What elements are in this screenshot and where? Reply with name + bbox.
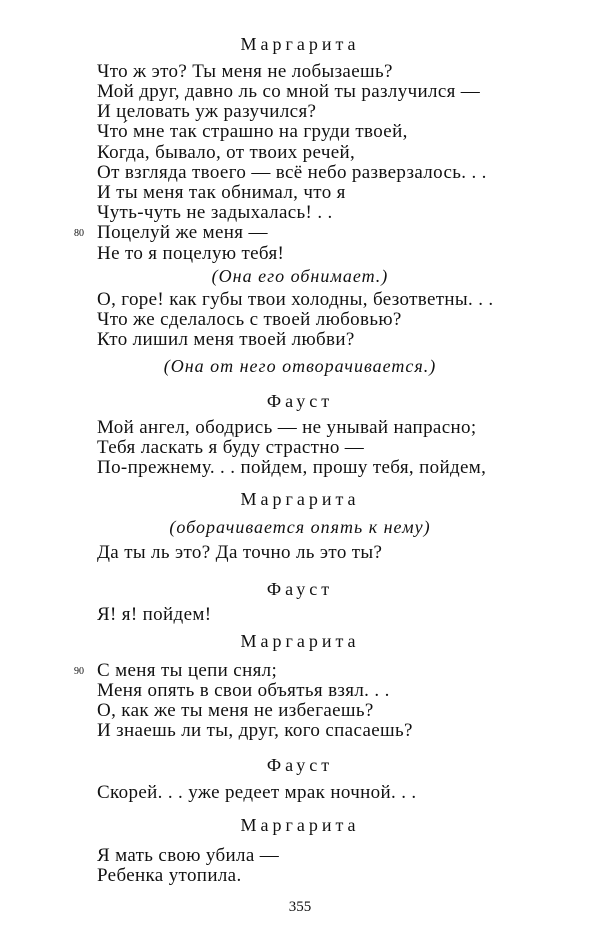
verse-line: Поцелуй же меня — bbox=[97, 222, 268, 243]
page-number: 355 bbox=[288, 899, 312, 915]
verse-line: С меня ты цепи снял; bbox=[97, 660, 278, 681]
stage-direction: (Она от него отворачивается.) bbox=[163, 356, 437, 376]
verse-line: Чуть-чуть не задыхалась! . . bbox=[97, 202, 333, 223]
verse-line: И ты меня так обнимал, что я bbox=[97, 182, 346, 203]
speaker-heading: Фауст bbox=[266, 391, 334, 411]
verse-line: Что ж это? Ты меня не лобызаешь? bbox=[97, 61, 393, 82]
verse-line: Скорей. . . уже редеет мрак ночной. . . bbox=[97, 782, 417, 803]
verse-line: Мой ангел, ободрись — не унывай напрасно; bbox=[97, 417, 477, 438]
verse-line: Я! я! пойдем! bbox=[97, 604, 212, 625]
verse-line: Что́ мне так страшно на груди твоей, bbox=[97, 121, 408, 142]
verse-line: Да ты ль это? Да точно ль это ты? bbox=[97, 542, 383, 563]
verse-line: По-прежнему. . . пойдем, прошу тебя, пойдем, bbox=[97, 457, 487, 478]
verse-line: Я мать свою убила — bbox=[97, 845, 280, 866]
verse-line: Не то я поцелую тебя! bbox=[97, 243, 285, 264]
speaker-heading: Маргарита bbox=[240, 631, 360, 651]
verse-line: О, как же ты меня не избегаешь? bbox=[97, 700, 374, 721]
verse-line: Ребенка утопила. bbox=[97, 865, 242, 886]
stage-direction: (Она его обнимает.) bbox=[211, 266, 389, 286]
verse-line: И целовать уж разучился? bbox=[97, 101, 317, 122]
line-number: 80 bbox=[74, 228, 84, 239]
verse-line: Кто лишил меня твоей любви? bbox=[97, 329, 355, 350]
verse-line: Тебя ласкать я буду страстно — bbox=[97, 437, 365, 458]
verse-line: Мой друг, давно ль со мной ты разлучился — bbox=[97, 81, 481, 102]
verse-line: Меня опять в свои объятья взял. . . bbox=[97, 680, 390, 701]
verse-line: И знаешь ли ты, друг, кого спасаешь? bbox=[97, 720, 413, 741]
line-number: 90 bbox=[74, 666, 84, 677]
speaker-heading: Маргарита bbox=[240, 815, 360, 835]
verse-line: Когда, бывало, от твоих речей, bbox=[97, 142, 356, 163]
verse-line: Что же сделалось с твоей любовью? bbox=[97, 309, 402, 330]
verse-line: От взгляда твоего — всё небо разверзалось. . . bbox=[97, 162, 487, 183]
speaker-heading: Фауст bbox=[266, 579, 334, 599]
speaker-heading: Маргарита bbox=[240, 34, 360, 54]
stage-direction: (оборачивается опять к нему) bbox=[169, 517, 431, 537]
speaker-heading: Фауст bbox=[266, 755, 334, 775]
speaker-heading: Маргарита bbox=[240, 489, 360, 509]
verse-line: О, горе! как губы твои холодны, безответны. . . bbox=[97, 289, 494, 310]
